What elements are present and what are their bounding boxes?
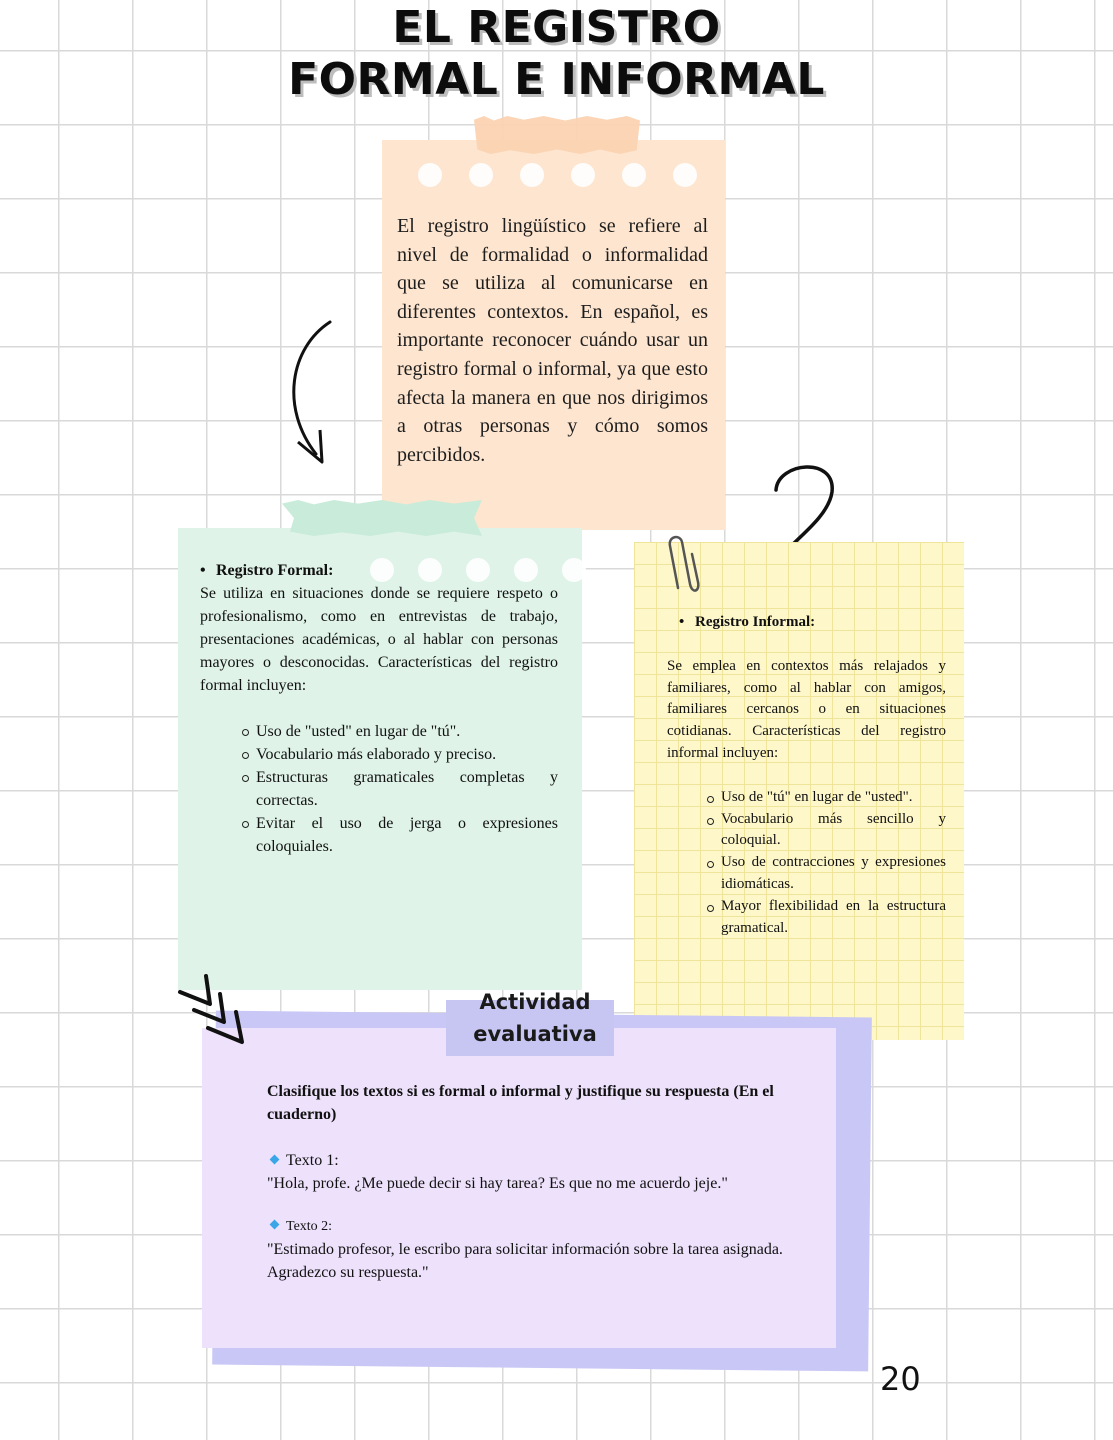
diamond-bullet-icon <box>270 1155 280 1165</box>
page-title-line2: FORMAL E INFORMAL <box>288 54 825 105</box>
list-item: Vocabulario más elaborado y preciso. <box>242 743 558 766</box>
formal-tape <box>282 500 482 536</box>
informal-list <box>707 787 946 940</box>
informal-description: Se emplea en contextos más relajados y familiares, como al hablar con amigos, familiares cercanos o en situaciones cotidianas. Características del registro informal incluyen: <box>667 657 946 761</box>
triple-chevron-arrow-icon <box>176 972 252 1048</box>
page-number: 20 <box>880 1360 921 1398</box>
activity-title: Actividad evaluativa <box>473 990 597 1046</box>
list-item: Mayor flexibilidad en la estructura gramatical. <box>707 896 946 940</box>
text2: "Estimado profesor, le escribo para solicitar información sobre la tarea asignada. Agradezco su respuesta." <box>267 1241 783 1281</box>
list-item: Uso de contracciones y expresiones idiomáticas. <box>707 852 946 896</box>
formal-list <box>242 720 558 858</box>
formal-description: Se utiliza en situaciones donde se requiere respeto o profesionalismo, como en entrevistas de trabajo, presentaciones académicas, o al hablar con personas mayores o desconocidas. Características del registro formal incluyen: <box>200 585 558 694</box>
intro-tape <box>474 116 640 154</box>
formal-text <box>200 559 558 858</box>
text1: "Hola, profe. ¿Me puede decir si hay tarea? Es que no me acuerdo jeje." <box>267 1175 728 1192</box>
informal-text <box>667 612 946 939</box>
page-title <box>0 2 1113 106</box>
text1-label: Texto 1: <box>267 1149 787 1172</box>
informal-heading: • Registro Informal: <box>679 614 816 630</box>
formal-heading: • Registro Formal: <box>200 562 334 579</box>
diamond-bullet-icon <box>270 1220 280 1230</box>
list-item: Vocabulario más sencillo y coloquial. <box>707 809 946 853</box>
activity-body <box>267 1080 787 1284</box>
intro-note-holes <box>418 163 697 187</box>
list-item: Evitar el uso de jerga o expresiones coloquiales. <box>242 812 558 858</box>
intro-text: El registro lingüístico se refiere al nivel de formalidad o informalidad que se utiliza al comunicarse en diferentes contextos. En español, es importante reconocer cuándo usar un registro formal o informal, ya que esto afecta la manera en que nos dirigimos a otras personas y cómo somos percibidos. <box>397 215 708 466</box>
page-title-line1: EL REGISTRO <box>392 2 721 53</box>
curved-arrow-icon <box>282 318 352 470</box>
list-item: Uso de "tú" en lugar de "usted". <box>707 787 946 809</box>
paperclip-icon <box>664 532 704 598</box>
list-item: Estructuras gramaticales completas y correctas. <box>242 766 558 812</box>
activity-instruction: Clasifique los textos si es formal o informal y justifique su respuesta (En el cuaderno) <box>267 1083 774 1123</box>
text2-label: Texto 2: <box>267 1215 787 1238</box>
list-item: Uso de "usted" en lugar de "tú". <box>242 720 558 743</box>
